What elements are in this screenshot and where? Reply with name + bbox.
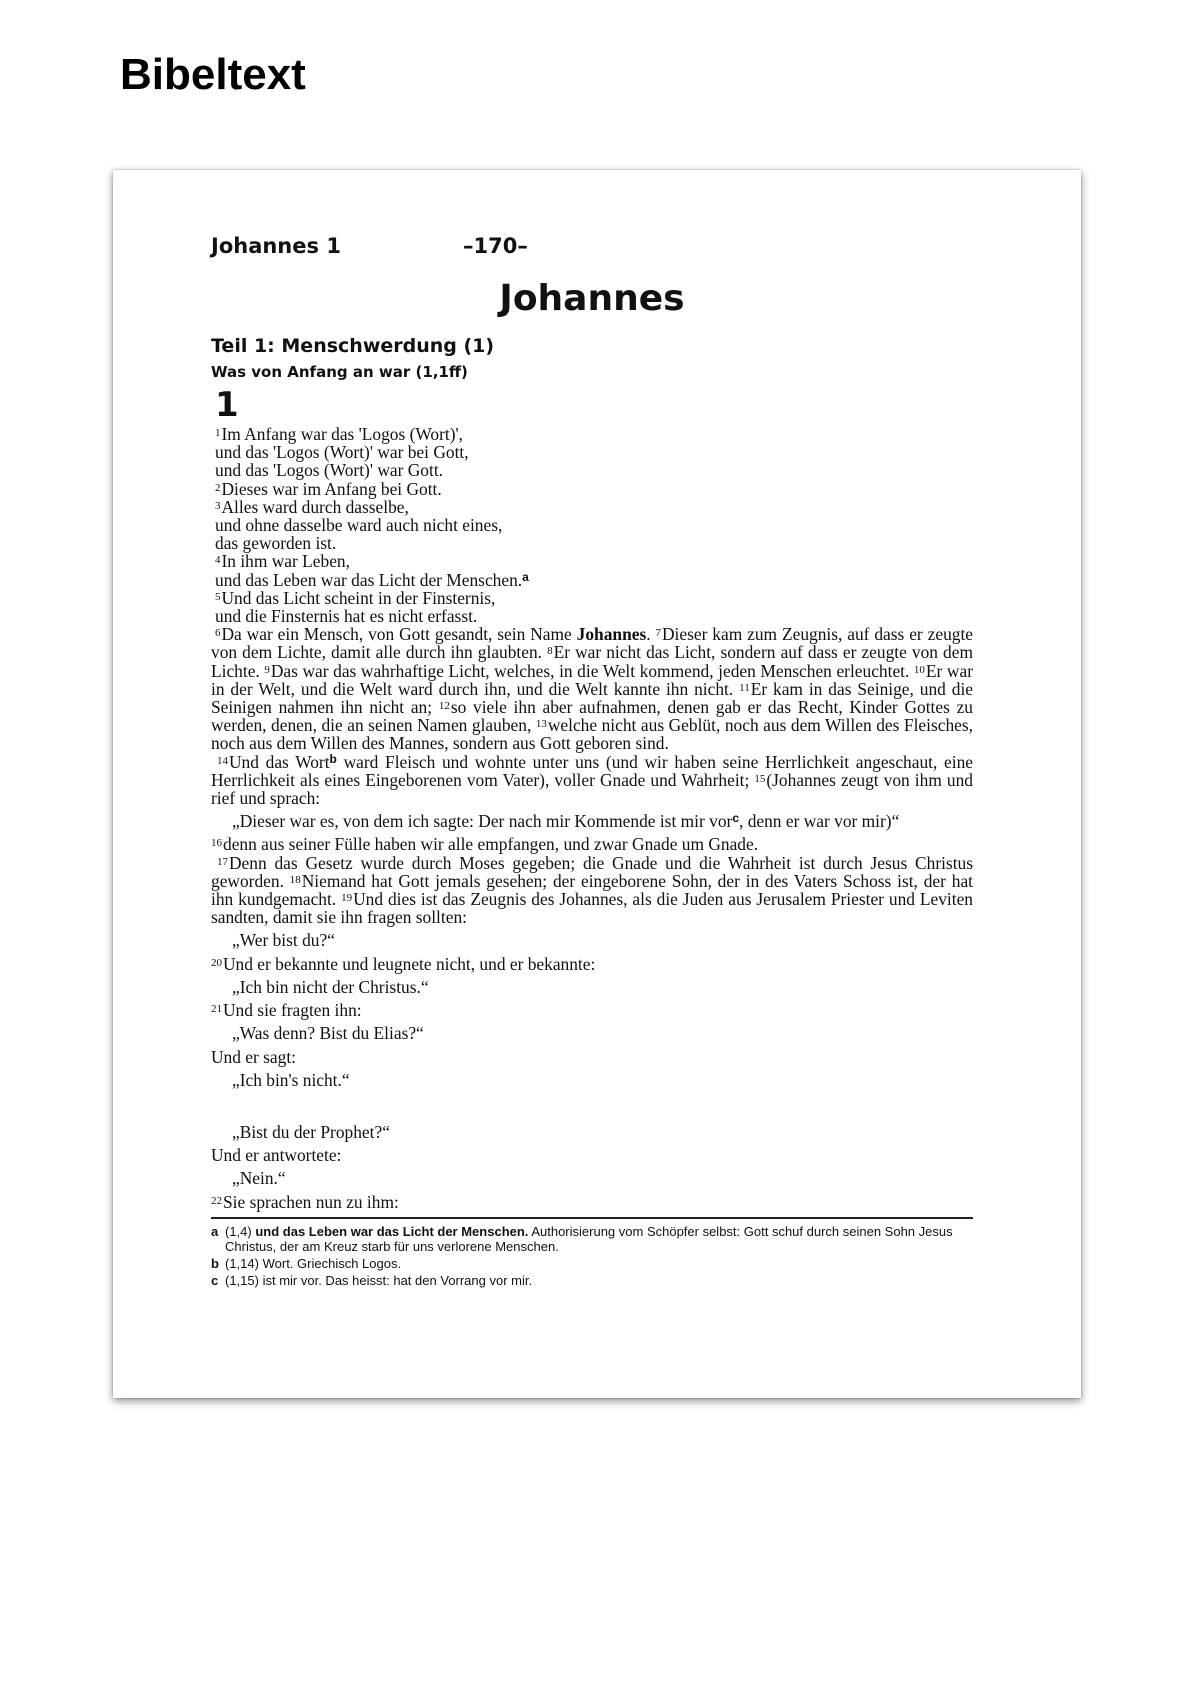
spacer: [211, 1094, 973, 1118]
footnote-ref: (1,4): [225, 1223, 252, 1239]
verse-line: das geworden ist.: [215, 533, 337, 554]
footnote-text: Wort. Griechisch Logos.: [262, 1255, 402, 1271]
quote-line: „Ich bin nicht der Christus.“: [232, 976, 429, 997]
page-number: –170–: [463, 234, 528, 258]
verse-paragraph: $^{14}$Und das Wort$^b$ ward Fleisch und wohnte unter uns (und wir haben seine Herrlichkeit angeschaut, eine Herrlichkeit als eines Eingeborenen vom Vater), voller Gnade und Wahrheit; $^{15}$(Johannes zeugt von ihm und rief und sprach:: [211, 751, 973, 809]
verse-number: 17: [217, 855, 228, 868]
verse-number: 19: [341, 892, 353, 905]
section-title: Teil 1: Menschwerdung (1): [211, 335, 495, 357]
footnote-divider: [211, 1217, 973, 1219]
verse-number: 7: [655, 627, 661, 640]
verse-line: und das 'Logos (Wort)' war Gott.: [215, 460, 444, 481]
verse-number: 4: [215, 554, 221, 567]
verse-number: 14: [217, 754, 228, 767]
footnote-c: [211, 1273, 973, 1288]
verse-line: $^3$Alles ward durch dasselbe,: [215, 496, 409, 517]
verse-number: 1: [215, 427, 221, 439]
footnote-lemma: und das Leben war das Licht der Menschen.: [255, 1223, 529, 1239]
bible-text: [211, 425, 973, 1211]
verse-line: $^1$Im Anfang war das 'Logos (Wort)',: [215, 424, 464, 444]
footnote-letter: c: [211, 1272, 219, 1288]
quote-line: „Wer bist du?“: [232, 930, 335, 951]
footnote-ref: (1,14): [225, 1255, 259, 1271]
footnote-marker[interactable]: c: [732, 811, 739, 826]
quote-line: „Was denn? Bist du Elias?“: [232, 1023, 424, 1044]
book-title: Johannes: [499, 278, 685, 319]
verse-line: Und er sagt:: [211, 1046, 297, 1067]
footnotes: [211, 1224, 973, 1288]
verse-number: 8: [547, 645, 553, 658]
verse-line: und die Finsternis hat es nicht erfasst.: [215, 606, 478, 627]
verse-line: $^2$Dieses war im Anfang bei Gott.: [215, 478, 442, 499]
document-heading: Bibeltext: [120, 50, 306, 99]
verse-number: 2: [215, 481, 221, 494]
verse-number: 5: [215, 590, 221, 603]
pericope-title: Was von Anfang an war (1,1ff): [211, 363, 468, 381]
quote-block: „Dieser war es, von dem ich sagte: Der nach mir Kommende ist mir vor$^c$, denn er war vor mir)“: [232, 811, 900, 832]
page-content: [211, 234, 973, 1290]
verse-number: 11: [739, 681, 750, 694]
verse-line: $^{20}$Und er bekannte und leugnete nicht, und er bekannte:: [211, 953, 596, 974]
verse-number: 15: [754, 772, 766, 785]
verse-paragraph: $^{16}$denn aus seiner Fülle haben wir alle empfangen, und zwar Gnade um Gnade.: [211, 834, 759, 855]
name-emphasis: Johannes: [576, 624, 647, 645]
verse-number: 18: [289, 873, 301, 886]
bible-page: [113, 170, 1081, 1398]
verse-number: 10: [913, 663, 925, 676]
running-head-book: Johannes 1: [211, 234, 341, 258]
footnote-a: [211, 1224, 973, 1254]
footnote-ref: (1,15): [225, 1272, 259, 1288]
verse-number: 21: [211, 1003, 222, 1016]
quote-line: „Bist du der Prophet?“: [232, 1121, 390, 1142]
verse-number: 20: [211, 956, 222, 969]
footnote-marker[interactable]: b: [329, 751, 337, 766]
verse-number: 6: [215, 627, 221, 640]
verse-number: 12: [438, 700, 450, 713]
quote-line: „Nein.“: [232, 1168, 286, 1189]
verse-number: 16: [211, 837, 222, 850]
quote-line: „Ich bin's nicht.“: [232, 1069, 350, 1090]
footnote-marker[interactable]: a: [522, 569, 529, 584]
verse-line: und das 'Logos (Wort)' war bei Gott,: [215, 442, 469, 463]
verse-line: $^{21}$Und sie fragten ihn:: [211, 1000, 362, 1021]
running-head: [211, 234, 973, 264]
verse-line: und ohne dasselbe ward auch nicht eines,: [215, 515, 503, 536]
verse-line: $^5$Und das Licht scheint in der Finsternis,: [215, 587, 496, 608]
verse-line: $^4$In ihm war Leben,: [215, 551, 350, 572]
verse-number: 13: [535, 718, 547, 731]
verse-line: Und er antwortete:: [211, 1145, 342, 1166]
verse-number: 22: [211, 1194, 222, 1207]
footnote-text: ist mir vor. Das heisst: hat den Vorrang vor mir.: [262, 1272, 533, 1288]
verse-number: 9: [264, 663, 270, 676]
verse-line: $^{22}$Sie sprachen nun zu ihm:: [211, 1191, 399, 1212]
verse-paragraph: $^6$Da war ein Mensch, von Gott gesandt, sein Name Johannes. $^7$Dieser kam zum Zeugnis, auf dass er zeugte von dem Lichte, damit alle durch ihn glaubten. $^8$Er war nicht das Licht, sondern auf dass er zeugte von dem Lichte. $^9$Das war das wahrhaftige Licht, welches, in die Welt kommend, jeden Menschen erleuchtet. $^{10}$Er war in der Welt, und die Welt ward durch ihn, und die Welt kannte ihn nicht. $^{11}$Er kam in das Seinige, und die Seinigen nahmen ihn nicht an; $^{12}$so viele ihn aber aufnahmen, denen gab er das Recht, Kinder Gottes zu werden, denen, die an seinen Namen glauben, $^{13}$welche nicht aus Geblüt, noch aus dem Willen des Fleisches, noch aus dem Willen des Mannes, sondern aus Gott geboren sind.: [211, 624, 974, 754]
footnote-letter: b: [211, 1255, 219, 1271]
footnote-text: Authorisierung vom Schöpfer selbst: Gott schuf durch seinen Sohn Jesus Christus, der am Kreuz starb für uns verlorene Menschen.: [225, 1223, 953, 1254]
verse-number: 3: [215, 499, 221, 512]
footnote-letter: a: [211, 1223, 219, 1239]
footnote-b: [211, 1256, 973, 1271]
verse-line: und das Leben war das Licht der Menschen.$^a$: [215, 569, 529, 590]
chapter-number: 1: [215, 385, 239, 425]
verse-paragraph: $^{17}$Denn das Gesetz wurde durch Moses gegeben; die Gnade und die Wahrheit ist durch Jesus Christus geworden. $^{18}$Niemand hat Gott jemals gesehen; der eingeborene Sohn, der in des Vaters Schoss ist, der hat ihn kundgemacht. $^{19}$Und dies ist das Zeugnis des Johannes, als die Juden aus Jerusalem Priester und Leviten sandten, damit sie ihn fragen sollten:: [211, 852, 973, 928]
